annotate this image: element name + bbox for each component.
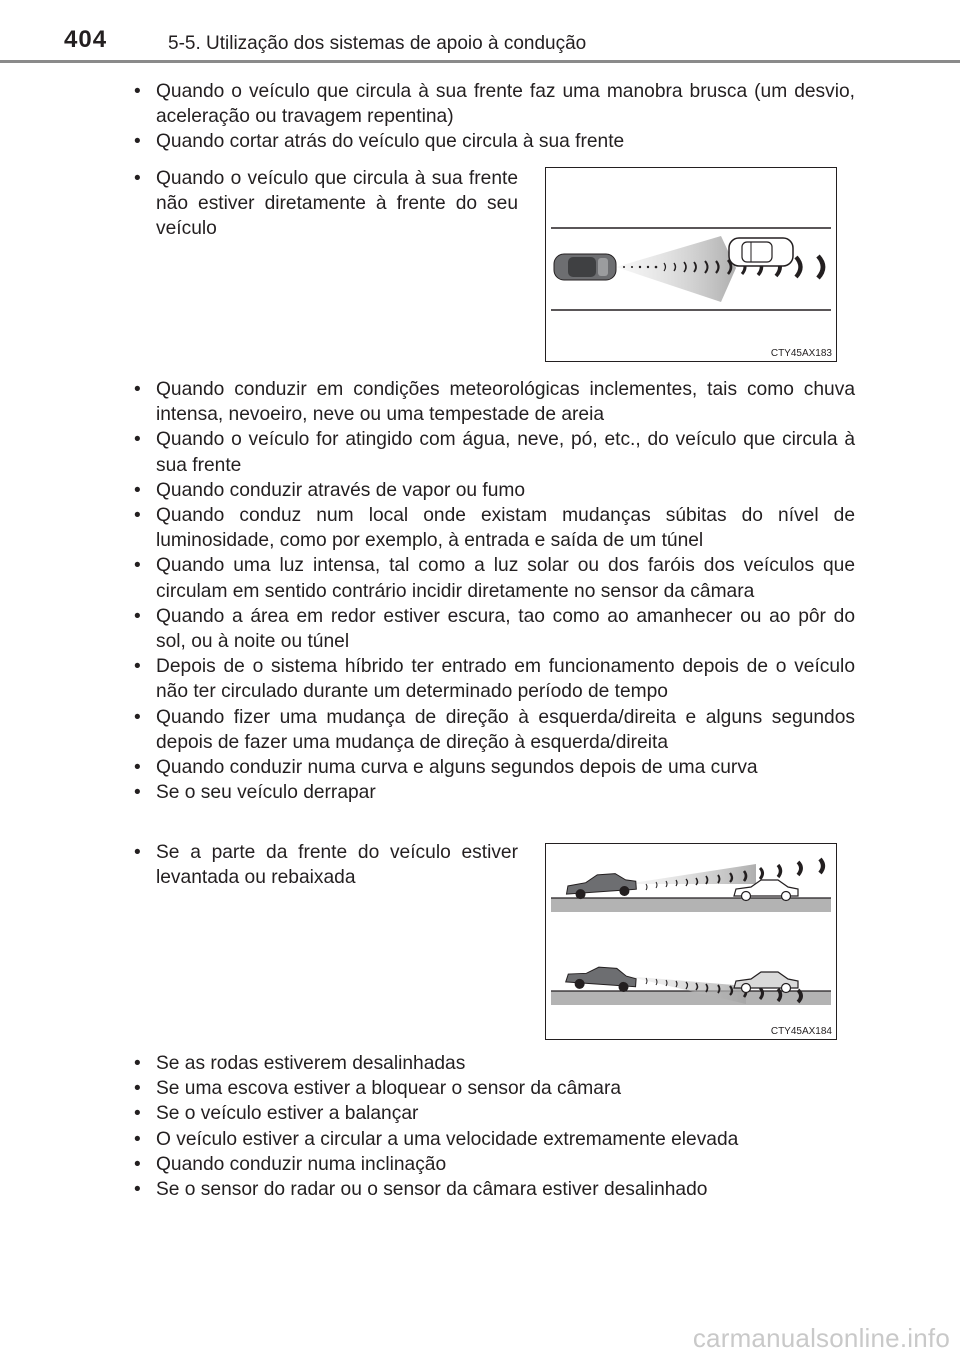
list-item: • Depois de o sistema híbrido ter entrado em funcionamento depois de o veículo não ter circulado durante um determinado período de tempo: [131, 654, 855, 704]
list-item: • Quando fizer uma mudança de direção à esquerda/direita e alguns segundos depois de fazer uma mudança de direção à esquerda/direita: [131, 705, 855, 755]
list-item: • Quando o veículo que circula à sua frente não estiver diretamente à frente do seu veículo: [131, 166, 518, 242]
list-item: • Quando o veículo for atingido com água, neve, pó, etc., do veículo que circula à sua frente: [131, 427, 855, 477]
list-item: • Se o veículo estiver a balançar: [131, 1101, 855, 1126]
list-item: • Se o sensor do radar ou o sensor da câmara estiver desalinhado: [131, 1177, 855, 1202]
list-item: • Quando conduz num local onde existam mudanças súbitas do nível de luminosidade, como por exemplo, à entrada e saída de um túnel: [131, 503, 855, 553]
figure-code: CTY45AX184: [770, 1026, 832, 1037]
bullet-list-2: [131, 166, 518, 242]
lowered-vehicle-icon: [565, 965, 636, 993]
bullet-list-5: [131, 1051, 855, 1202]
preceding-vehicle-icon: [729, 238, 793, 266]
list-item: • Se a parte da frente do veículo estiver levantada ou rebaixada: [131, 840, 518, 890]
watermark: carmanualsonline.info: [692, 1323, 950, 1353]
road-surface: [551, 991, 831, 1005]
list-item: • Quando conduzir através de vapor ou fumo: [131, 478, 855, 503]
list-item: • Se uma escova estiver a bloquear o sensor da câmara: [131, 1076, 855, 1101]
list-item: • Quando conduzir em condições meteorológicas inclementes, tais como chuva intensa, nevoeiro, neve ou uma tempestade de areia: [131, 377, 855, 427]
offset-vehicle-illustration: [546, 168, 836, 361]
list-item: • Se as rodas estiverem desalinhadas: [131, 1051, 855, 1076]
figure-code: CTY45AX183: [770, 348, 832, 359]
section-title: 5-5. Utilização dos sistemas de apoio à condução: [168, 33, 587, 54]
raised-lowered-illustration: [546, 844, 836, 1039]
list-item: • O veículo estiver a circular a uma velocidade extremamente elevada: [131, 1127, 855, 1152]
list-item: • Quando conduzir numa inclinação: [131, 1152, 855, 1177]
figure-offset-vehicle: [545, 167, 837, 362]
page-number: 404: [64, 26, 108, 53]
list-item: • Quando o veículo que circula à sua frente faz uma manobra brusca (um desvio, aceleração ou travagem repentina): [131, 79, 855, 129]
raised-vehicle-icon: [565, 872, 636, 900]
list-item: • Se o seu veículo derrapar: [131, 780, 855, 805]
radar-beam: [626, 864, 756, 884]
preceding-vehicle-icon: [734, 972, 798, 993]
page-header: [0, 0, 960, 54]
list-item: • Quando uma luz intensa, tal como a luz solar ou dos faróis dos veículos que circulam em sentido contrário incidir diretamente no sensor da câmara: [131, 553, 855, 603]
own-vehicle-icon: [554, 254, 616, 280]
bullet-list-1: [131, 79, 855, 155]
figure-raised-lowered-front: [545, 843, 837, 1040]
list-item: • Quando conduzir numa curva e alguns segundos depois de uma curva: [131, 755, 855, 780]
list-item: • Quando a área em redor estiver escura, tao como ao amanhecer ou ao pôr do sol, ou à noite ou túnel: [131, 604, 855, 654]
bullet-list-3: [131, 377, 855, 805]
bullet-list-4: [131, 840, 518, 890]
list-item: • Quando cortar atrás do veículo que circula à sua frente: [131, 129, 855, 154]
header-divider: [0, 60, 960, 63]
